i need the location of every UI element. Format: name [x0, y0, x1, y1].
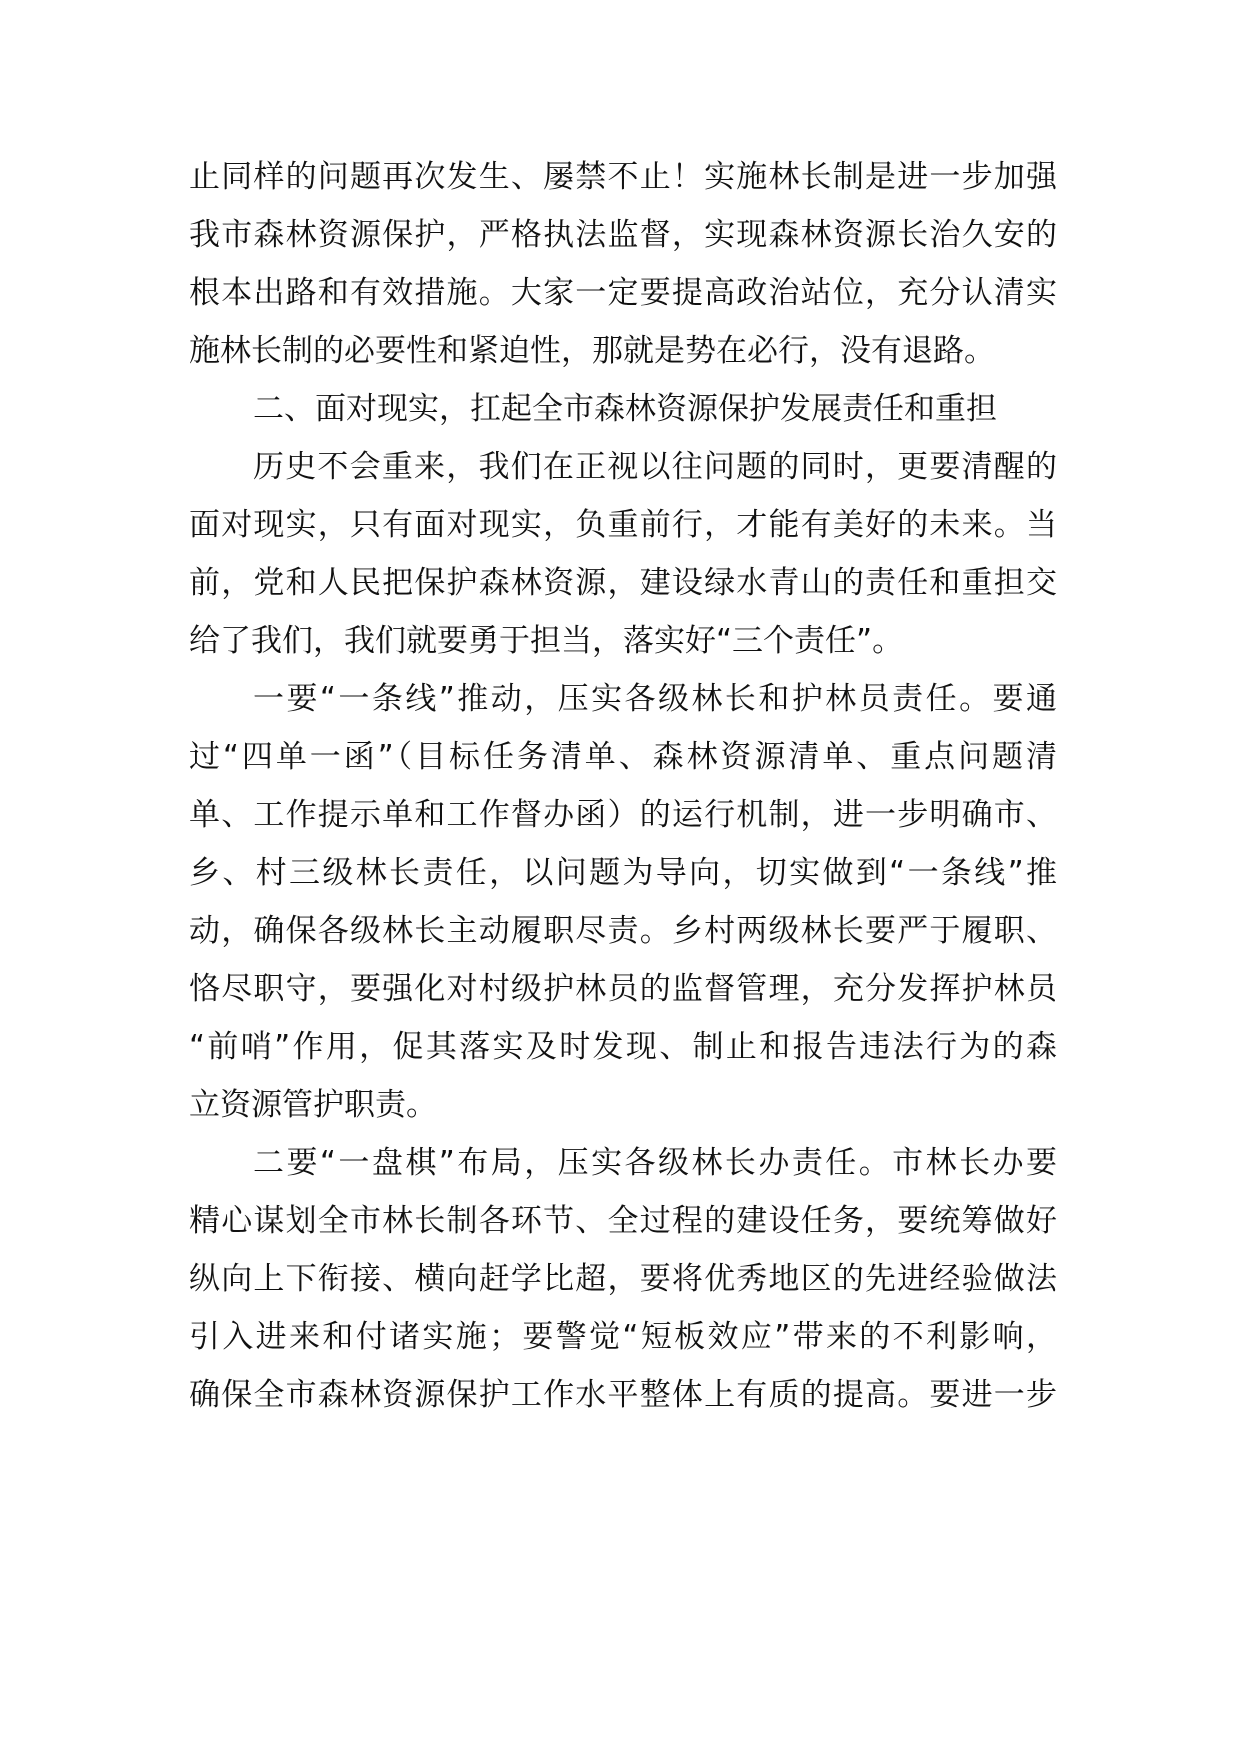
- body-text-line: 单、工作提示单和工作督办函）的运行机制，进一步明确市、: [189, 797, 1057, 833]
- body-text-line: 给了我们，我们就要勇于担当，落实好“三个责任”。: [189, 623, 904, 659]
- body-text-line: 一要“一条线”推动，压实各级林长和护林员责任。要通: [253, 681, 1057, 717]
- body-text-line: 施林长制的必要性和紧迫性，那就是势在必行，没有退路。: [189, 333, 995, 369]
- body-text-line: 历史不会重来，我们在正视以往问题的同时，更要清醒的: [253, 449, 1057, 485]
- body-text-line: 恪尽职守，要强化对村级护林员的监督管理，充分发挥护林员: [189, 971, 1057, 1007]
- body-text-line: 止同样的问题再次发生、屡禁不止！实施林长制是进一步加强: [189, 159, 1057, 195]
- body-text-line: 立资源管护职责。: [189, 1087, 437, 1123]
- body-text-line: 我市森林资源保护，严格执法监督，实现森林资源长治久安的: [189, 217, 1057, 253]
- body-text-line: 引入进来和付诸实施；要警觉“短板效应”带来的不利影响，: [189, 1319, 1057, 1355]
- body-text-line: 纵向上下衔接、横向赶学比超，要将优秀地区的先进经验做法: [189, 1261, 1057, 1297]
- body-text-line: 乡、村三级林长责任，以问题为导向，切实做到“一条线”推: [189, 855, 1057, 891]
- body-text-line: 面对现实，只有面对现实，负重前行，才能有美好的未来。当: [189, 507, 1057, 543]
- body-text-line: 二要“一盘棋”布局，压实各级林长办责任。市林长办要: [253, 1145, 1057, 1181]
- body-text-line: 前，党和人民把保护森林资源，建设绿水青山的责任和重担交: [189, 565, 1057, 601]
- body-text-line: 动，确保各级林长主动履职尽责。乡村两级林长要严于履职、: [189, 913, 1057, 949]
- body-text-line: 根本出路和有效措施。大家一定要提高政治站位，充分认清实: [189, 275, 1057, 311]
- body-text-line: “前哨”作用，促其落实及时发现、制止和报告违法行为的森: [189, 1029, 1057, 1065]
- body-text-line: 确保全市森林资源保护工作水平整体上有质的提高。要进一步: [189, 1377, 1057, 1413]
- body-text-line: 精心谋划全市林长制各环节、全过程的建设任务，要统筹做好: [189, 1203, 1057, 1239]
- section-heading: 二、面对现实，扛起全市森林资源保护发展责任和重担: [253, 391, 997, 427]
- body-text-line: 过“四单一函”（目标任务清单、森林资源清单、重点问题清: [189, 739, 1057, 775]
